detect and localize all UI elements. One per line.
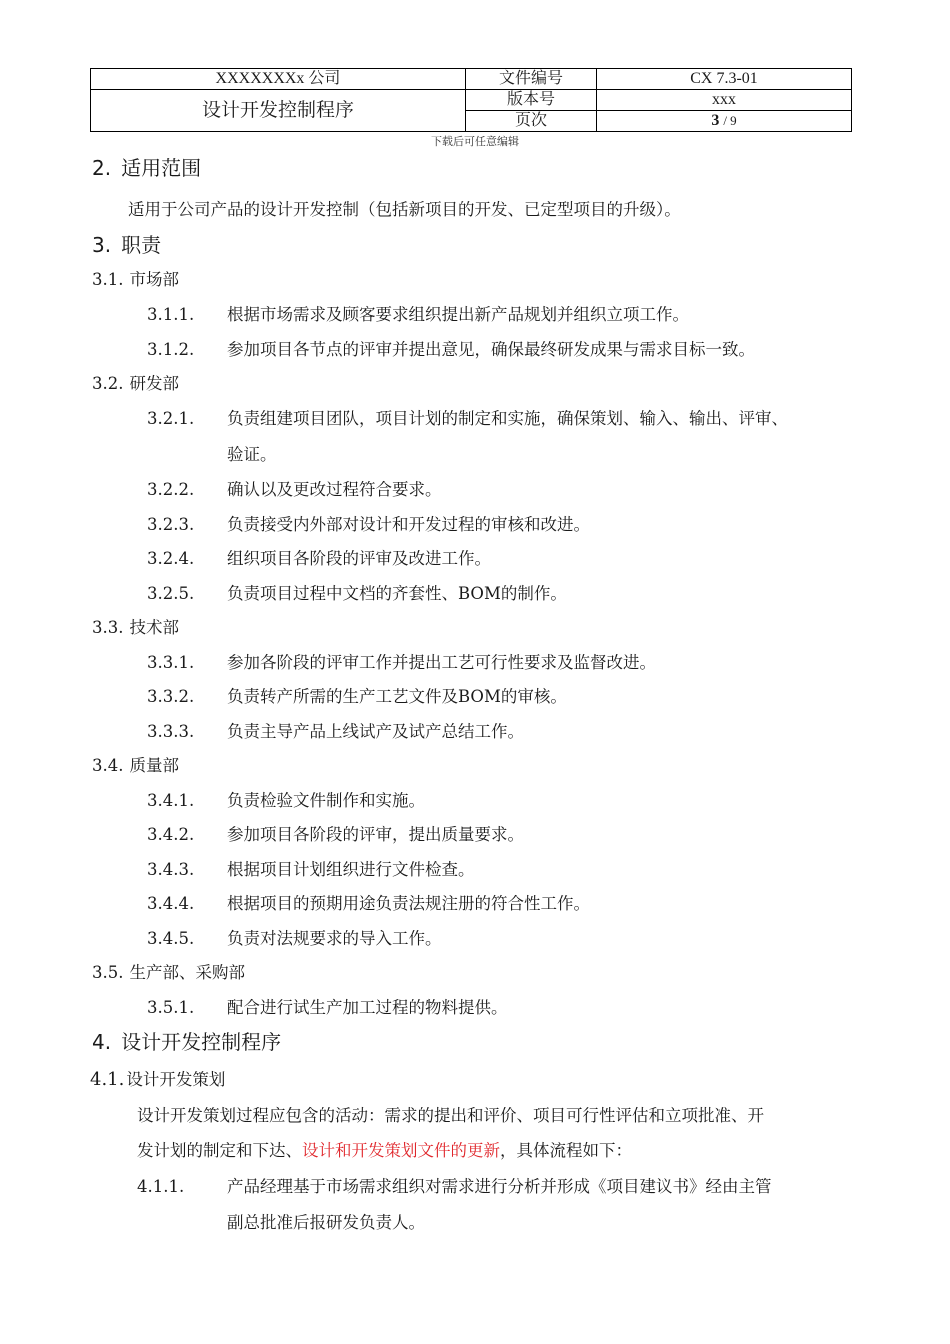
item-number: 3.2.2. [147,480,195,499]
item-3-2-4 [147,545,491,569]
item-text: 参加各阶段的评审工作并提出工艺可行性要求及监督改进。 [227,653,656,672]
page-total: / 9 [723,113,737,128]
subsection-3-5 [92,959,245,983]
item-number: 3.3. [92,618,124,637]
section-title: 职责 [121,233,162,257]
company-name: XXXXXXXx 公司 [91,69,466,90]
item-text: 负责对法规要求的导入工作。 [227,929,442,948]
item-text: 组织项目各阶段的评审及改进工作。 [227,549,491,568]
item-text: 产品经理基于市场需求组织对需求进行分析并形成《项目建议书》经由主管 [227,1177,772,1196]
text-segment: ，具体流程如下： [500,1141,632,1160]
item-3-4-1 [147,787,425,811]
item-number: 4.1. [90,1069,125,1090]
section-2-text: 适用于公司产品的设计开发控制（包括新项目的开发、已定型项目的升级）。 [128,200,681,219]
item-3-2-5 [147,580,567,604]
item-text: 确认以及更改过程符合要求。 [227,480,442,499]
item-number: 3.1.2. [147,340,195,359]
section-title: 适用范围 [121,156,202,180]
item-3-4-5 [147,925,442,949]
item-text: 负责组建项目团队，项目计划的制定和实施，确保策划、输入、输出、评审、 [227,409,788,428]
subsection-3-2 [92,370,179,394]
subsection-3-1 [92,266,179,290]
item-text: 负责主导产品上线试产及试产总结工作。 [227,722,524,741]
item-number: 3.1. [92,270,124,289]
version-label: 版本号 [466,90,597,111]
section-number: 4. [92,1030,112,1054]
item-text: 配合进行试生产加工过程的物料提供。 [227,998,508,1017]
version-value: xxx [597,90,852,111]
item-number: 3.4.3. [147,860,195,879]
item-number: 3.2. [92,374,124,393]
item-number: 3.4.1. [147,791,195,810]
item-text: 根据项目计划组织进行文件检查。 [227,860,475,879]
item-3-3-3 [147,718,524,742]
highlighted-text: 设计和开发策划文件的更新 [302,1141,500,1160]
item-text: 负责转产所需的生产工艺文件及BOM的审核。 [227,687,567,706]
item-title: 质量部 [129,756,179,775]
section-3-heading [92,229,161,258]
item-title: 市场部 [129,270,179,289]
item-number: 3.2.5. [147,584,195,603]
item-text: 参加项目各阶段的评审，提出质量要求。 [227,825,524,844]
item-3-2-1 [147,405,788,429]
item-title: 生产部、采购部 [129,963,245,982]
paragraph-4-1-line-1: 设计开发策划过程应包含的活动：需求的提出和评价、项目可行性评估和立项批准、开 [137,1106,764,1125]
item-3-1-2 [147,336,755,360]
item-number: 3.4. [92,756,124,775]
document-title: 设计开发控制程序 [91,90,466,132]
page-current: 3 [711,112,720,129]
item-number: 3.1.1. [147,305,195,324]
item-title: 设计开发策划 [126,1070,226,1089]
item-title: 研发部 [129,374,179,393]
item-number: 3.5. [92,963,124,982]
document-header-table [90,68,852,132]
section-title: 设计开发控制程序 [121,1030,282,1054]
item-number: 3.3.2. [147,687,195,706]
item-3-2-3 [147,511,590,535]
item-text: 负责检验文件制作和实施。 [227,791,425,810]
item-3-1-1 [147,301,689,325]
item-text: 负责项目过程中文档的齐套性、BOM的制作。 [227,584,567,603]
item-3-4-4 [147,890,590,914]
item-number: 3.3.3. [147,722,195,741]
item-3-4-3 [147,856,475,880]
item-number: 3.5.1. [147,998,195,1017]
text-segment: 发计划的制定和下达、 [137,1141,302,1160]
item-number: 3.4.2. [147,825,195,844]
subsection-3-3 [92,614,179,638]
item-number: 3.4.5. [147,929,195,948]
section-number: 2. [92,156,112,180]
file-no-label: 文件编号 [466,69,597,90]
item-text: 参加项目各节点的评审并提出意见，确保最终研发成果与需求目标一致。 [227,340,755,359]
item-number: 3.2.4. [147,549,195,568]
section-number: 3. [92,233,112,257]
item-title: 技术部 [129,618,179,637]
page-label: 页次 [466,111,597,132]
subsection-3-4 [92,752,179,776]
item-number: 3.3.1. [147,653,195,672]
file-no-value: CX 7.3-01 [597,69,852,90]
item-number: 3.2.1. [147,409,195,428]
item-number: 3.2.3. [147,515,195,534]
page-number [597,111,852,132]
item-3-3-2 [147,683,567,707]
section-4-heading [92,1026,281,1055]
subsection-4-1 [90,1066,225,1090]
download-note: 下载后可任意编辑 [431,135,519,148]
paragraph-4-1-line-2 [137,1137,632,1161]
section-2-heading [92,152,201,181]
item-number: 4.1.1. [137,1177,185,1196]
item-text: 根据项目的预期用途负责法规注册的符合性工作。 [227,894,590,913]
item-text: 负责接受内外部对设计和开发过程的审核和改进。 [227,515,590,534]
item-4-1-1-continued: 副总批准后报研发负责人。 [227,1213,425,1232]
item-3-2-1-continued: 验证。 [227,445,277,464]
item-4-1-1 [137,1173,772,1197]
item-number: 3.4.4. [147,894,195,913]
item-text: 根据市场需求及顾客要求组织提出新产品规划并组织立项工作。 [227,305,689,324]
item-3-2-2 [147,476,442,500]
item-3-4-2 [147,821,524,845]
item-3-3-1 [147,649,656,673]
item-3-5-1 [147,994,508,1018]
